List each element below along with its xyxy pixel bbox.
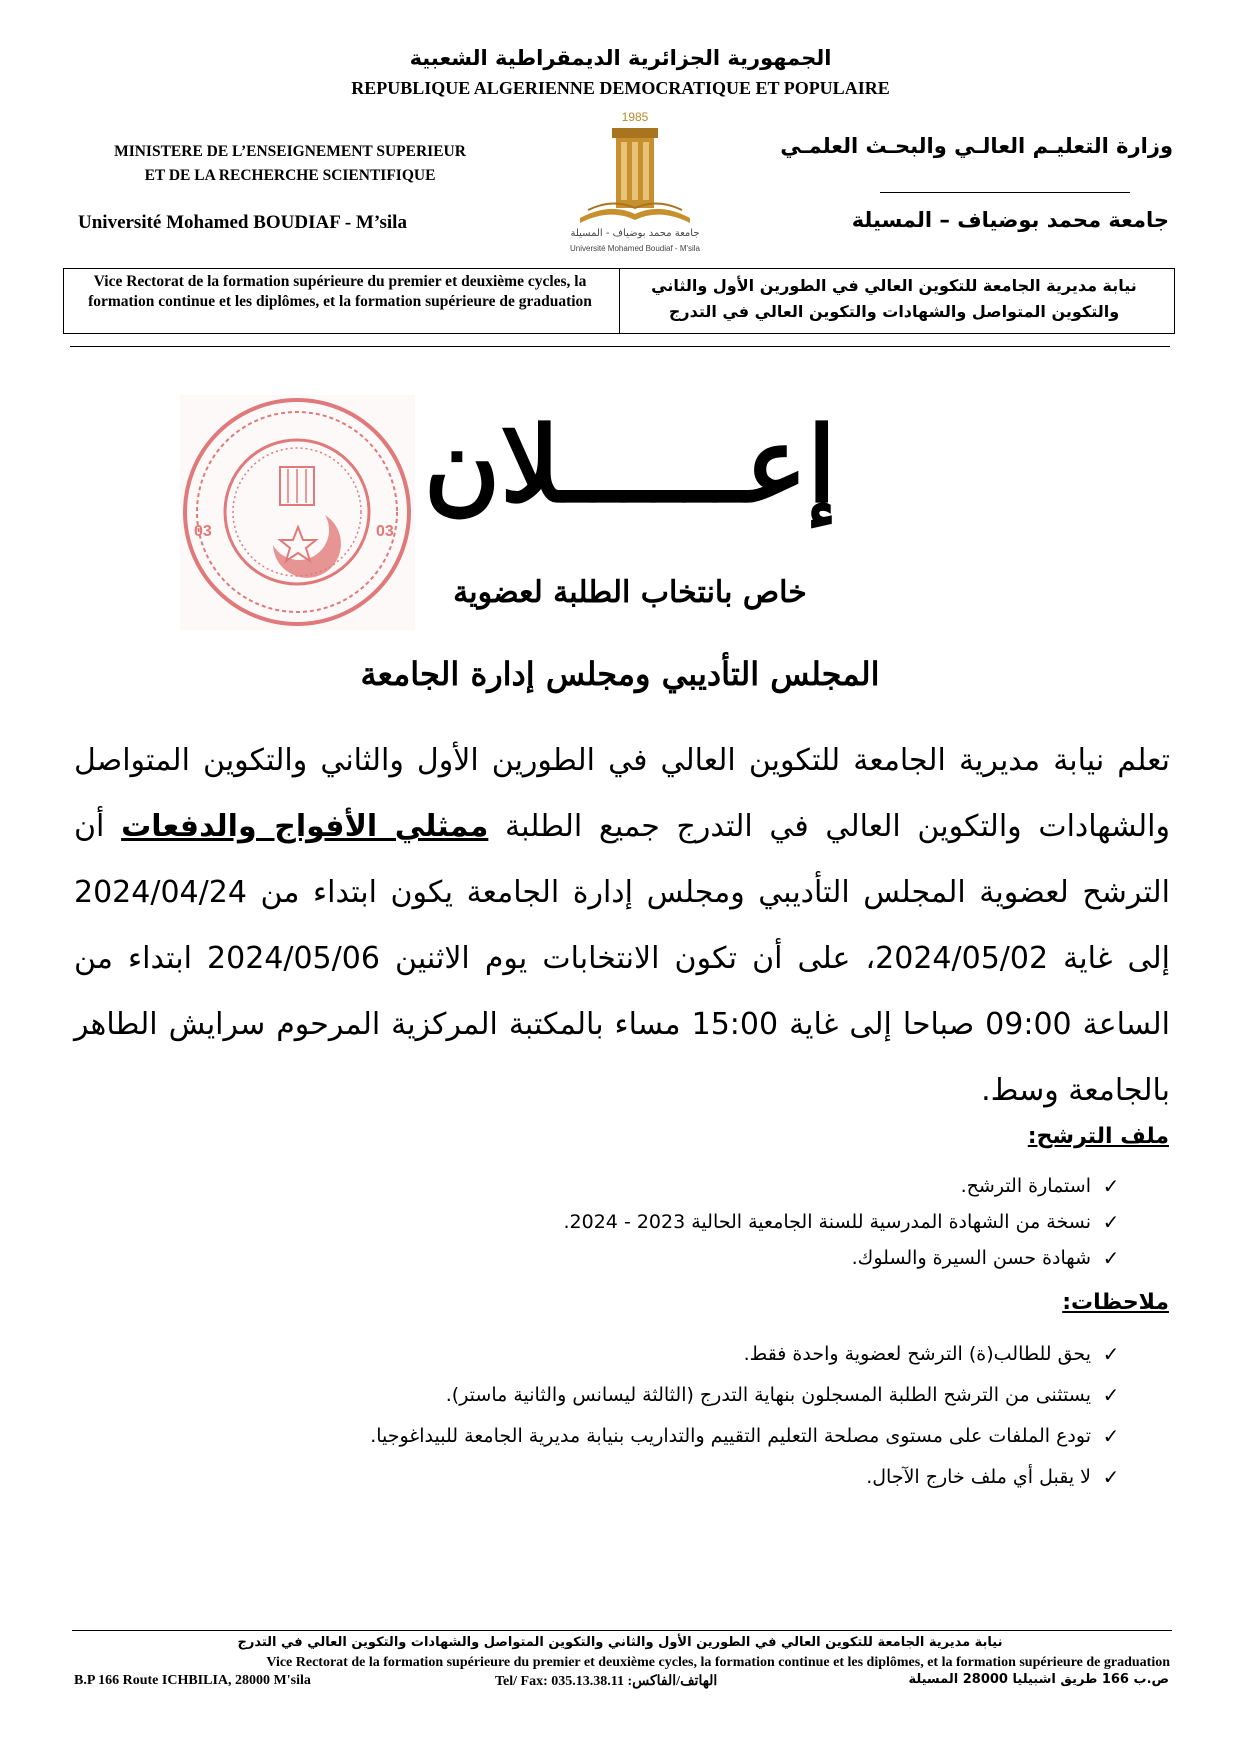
republic-title-ar: الجمهورية الجزائرية الديمقراطية الشعبية [409,46,832,70]
checkmark-icon: ✓ [1102,1210,1120,1234]
university-name-ar: جامعة محمد بوضياف – المسيلة [851,208,1169,232]
logo-icon [560,122,710,242]
list-item-text: تودع الملفات على مستوى مصلحة التعليم التقييم والتداريب بنيابة مديرية الجامعة للبيداغوجيا. [370,1425,1091,1447]
seal-number-left: 03 [194,523,212,540]
candidacy-list [131,1168,1131,1276]
footer-department-ar: نيابة مديرية الجامعة للتكوين العالي في الطورين الأول والثاني والتكوين المتواصل والشهادات والتكوين العالي في التدرج [237,1635,1003,1650]
ministry-title-fr [60,140,520,188]
department-box-ar: نيابة مديرية الجامعة للتكوين العالي في الطورين الأول والثاني والتكوين المتواصل والشهادات والتكوين العالي في التدرج [651,276,1137,321]
list-item-text: نسخة من الشهادة المدرسية للسنة الجامعية الحالية 2023 - 2024. [563,1211,1091,1233]
department-box-divider [619,269,620,333]
list-item [131,1375,1131,1416]
body-part-1: تعلم نيابة مديرية الجامعة للتكوين العالي في الطورين الأول والثاني والتكوين المتواصل والشهادات والتكوين العالي في التدرج جميع الطلبة [74,743,1170,844]
checkmark-icon: ✓ [1102,1424,1120,1448]
list-item [131,1334,1131,1375]
footer-department-fr: Vice Rectorat de la formation supérieure du premier et deuxième cycles, la formation continue et les diplômes, et la formation supérieure de graduation [266,1655,1170,1670]
notes-heading: ملاحظات: [1062,1290,1169,1315]
announcement-title: إعــــــلان [423,403,837,526]
footer-address-fr: B.P 166 Route ICHBILIA, 28000 M'sila [74,1673,311,1688]
ministry-title-fr-line1: MINISTERE DE L’ENSEIGNEMENT SUPERIEUR [114,143,466,160]
department-box [63,268,1175,334]
seal-number-right: 03 [376,523,394,540]
announcement-subtitle-2: المجلس التأديبي ومجلس إدارة الجامعة [360,655,880,693]
footer-address-ar: ص.ب 166 طريق اشبيليا 28000 المسيلة [908,1672,1169,1687]
body-highlight: ممثلي الأفواج والدفعات [121,809,489,844]
ministry-title-fr-line2: ET DE LA RECHERCHE SCIENTIFIQUE [144,167,436,184]
checkmark-icon: ✓ [1102,1246,1120,1270]
header-bottom-rule [70,346,1170,347]
university-name-fr: Université Mohamed BOUDIAF - M’sila [78,212,407,233]
list-item [131,1204,1131,1240]
official-seal-stamp [180,395,415,630]
ministry-underline [880,192,1130,193]
list-item [131,1416,1131,1457]
list-item-text: استمارة الترشح. [960,1175,1091,1197]
logo-caption-fr: Université Mohamed Boudiaf - M'sila [569,244,701,253]
logo-year: 1985 [621,110,649,124]
body-part-2: أن الترشح لعضوية المجلس التأديبي ومجلس إدارة الجامعة يكون ابتداء من 2024/04/24 إلى غاية 2024/05/02، على أن تكون الانتخابات يوم الاثنين 2024/05/06 ابتداء من الساعة 09:00 صباحا إلى غاية 15:00 مساء بالمكتبة المركزية المرحوم سرايش الطاهر بالجامعة وسط. [74,809,1171,1108]
list-item [131,1240,1131,1276]
list-item [131,1168,1131,1204]
list-item [131,1457,1131,1498]
list-item-text: شهادة حسن السيرة والسلوك. [851,1247,1091,1269]
checkmark-icon: ✓ [1102,1174,1120,1198]
footer-phone: Tel/ Fax: 035.13.38.11 :الهاتف/الفاكس [495,1674,718,1689]
checkmark-icon: ✓ [1102,1383,1120,1407]
candidacy-heading: ملف الترشح: [1027,1124,1169,1149]
checkmark-icon: ✓ [1102,1465,1120,1489]
checkmark-icon: ✓ [1102,1342,1120,1366]
notes-list [131,1334,1131,1498]
announcement-body [74,728,1170,1124]
university-logo [560,110,710,260]
announcement-subtitle-1: خاص بانتخاب الطلبة لعضوية [453,575,807,610]
department-box-fr: Vice Rectorat de la formation supérieure du premier et deuxième cycles, la formation continue et les diplômes, et la formation supérieure de graduation [88,273,592,310]
list-item-text: يستثنى من الترشح الطلبة المسجلون بنهاية التدرج (الثالثة ليسانس والثانية ماستر). [445,1384,1091,1406]
ministry-title-ar: وزارة التعليـم العالـي والبحـث العلمـي [780,134,1173,158]
footer-rule [72,1630,1172,1631]
republic-title-fr: REPUBLIQUE ALGERIENNE DEMOCRATIQUE ET POPULAIRE [351,78,890,98]
logo-caption-ar: جامعة محمد بوضياف - المسيلة [570,228,700,239]
list-item-text: يحق للطالب(ة) الترشح لعضوية واحدة فقط. [743,1343,1091,1365]
seal-stamp-icon [180,395,415,630]
list-item-text: لا يقبل أي ملف خارج الآجال. [866,1466,1091,1488]
